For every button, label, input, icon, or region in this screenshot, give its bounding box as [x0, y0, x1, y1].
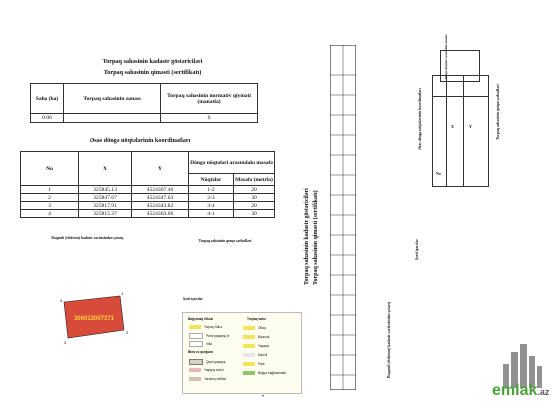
- caption-map: Rəqəmli (elektron) kadastr xəritəsindən çıxarış: [51, 236, 124, 240]
- signs-label: Şərti işarələr: [183, 297, 203, 301]
- legend-item: Qeyri-yaşayış: [189, 359, 225, 365]
- cell-x: 325817.91: [79, 202, 132, 210]
- col-no: No: [21, 152, 79, 186]
- area-value: 0.06: [31, 114, 64, 123]
- rot-points-table: [440, 34, 480, 82]
- legend-item: Yaşayış evləri: [189, 368, 224, 372]
- legend-item: Torpaq Sahə: [189, 325, 222, 329]
- legend-item: Villa: [189, 341, 212, 347]
- cell-no: 3: [21, 202, 79, 210]
- corner-label: 1: [121, 291, 124, 296]
- grid-lines: [330, 45, 356, 390]
- legend-item: Biçənək: [243, 335, 269, 339]
- legend-item: Mənzil: [243, 353, 267, 357]
- rot-points-heading: Döngə nöqtələri arasındakı məsafə: [444, 34, 448, 79]
- col-distance: Məsafə (metrlə): [234, 174, 275, 186]
- rot-signs: Şərti işarələr: [415, 239, 419, 260]
- rot-col-no: No: [436, 171, 441, 176]
- corner-label: 2: [126, 330, 129, 335]
- cell-distance: 30: [234, 194, 275, 202]
- cell-points: 2-3: [189, 194, 234, 202]
- legend-item: Otlaq: [243, 326, 266, 330]
- cell-distance: 30: [234, 210, 275, 218]
- legend-col2-title: Torpaq sahə: [247, 317, 266, 321]
- price-value: 0: [161, 114, 258, 123]
- cell-y: 4524363.66: [132, 210, 189, 218]
- rot-title-1: Torpaq sahəsinin kadastr göstəriciləri: [304, 188, 310, 285]
- legend-box: [182, 312, 302, 394]
- table-row: [21, 202, 275, 210]
- watermark-brand: emlak: [492, 382, 538, 399]
- rot-col-y: Y: [469, 124, 472, 129]
- cell-points: 4-1: [189, 210, 234, 218]
- heading-certificate: Torpaq sahəsinin qiməsti (sertifikatı): [103, 69, 202, 76]
- rot-col-x: X: [451, 124, 454, 129]
- cell-points: 1-2: [189, 186, 234, 194]
- table-row: [21, 186, 275, 194]
- col-points: Nöqtələr: [189, 174, 234, 186]
- caption-neighbors: Torpaq sahəsinin qonşu sərhədləri: [198, 239, 252, 243]
- cell-points: 3-4: [189, 202, 234, 210]
- legend-item: Yaşayış: [243, 344, 269, 348]
- legend-item: Park: [243, 362, 265, 366]
- col-price: Torpaq sahəsinin normativ qiyməti (manatla): [161, 84, 258, 114]
- cell-distance: 20: [234, 202, 275, 210]
- parcel-map: [50, 290, 140, 350]
- cell-y: 4524367.46: [132, 186, 189, 194]
- vertical-form-grid: [330, 45, 356, 390]
- legend-col1-title: Bağçımaq ölkəsi: [188, 317, 214, 321]
- table-row: [21, 210, 275, 218]
- cell-x: 325845.13: [79, 186, 132, 194]
- watermark-logo: [492, 382, 549, 400]
- col-distance-group: Döngə nöqtələri arasındakı məsafə: [189, 152, 275, 174]
- rot-coords-heading: Əsas döngə nöqtələrinin koordinatları: [418, 88, 422, 150]
- rot-coords-table: [432, 75, 489, 187]
- parcel-code: 306013007371: [73, 316, 115, 322]
- legend-item: Bağça bağlanmaları: [243, 371, 286, 375]
- cell-y: 4524347.63: [132, 194, 189, 202]
- col-y: Y: [132, 152, 189, 186]
- legend-item: Yardımçı tikililər: [189, 377, 226, 381]
- col-zone: Torpaq sahəsinin zonası: [64, 84, 161, 114]
- col-x: X: [79, 152, 132, 186]
- col-area: Sahə (ha): [31, 84, 64, 114]
- legend-item: Pardi yaşayışı.in: [189, 333, 229, 339]
- rot-neighbors: Torpaq sahəsinin qonşu sərhədləri: [496, 84, 500, 140]
- table-row: [21, 194, 275, 202]
- cell-distance: 20: [234, 186, 275, 194]
- zone-value: [64, 114, 161, 123]
- heading-coordinates: Əsas döngə nöqtələrinin koordinatları: [89, 137, 191, 144]
- corner-label: 3: [64, 340, 67, 345]
- cell-x: 325815.37: [79, 210, 132, 218]
- coordinates-table: [20, 151, 275, 218]
- dot-mark: •: [262, 394, 265, 400]
- rot-map-caption: Rəqəmli (elektron) kadastr xəritəsindən çıxarış: [387, 301, 391, 378]
- cell-x: 325847.67: [79, 194, 132, 202]
- cell-no: 4: [21, 210, 79, 218]
- cell-no: 2: [21, 194, 79, 202]
- area-table: [30, 83, 258, 123]
- cell-no: 1: [21, 186, 79, 194]
- watermark-tld: .az: [537, 387, 550, 397]
- legend-col1-sub: Bina və qurğular: [188, 350, 214, 354]
- cell-y: 4524343.82: [132, 202, 189, 210]
- heading-kadastr: Torpaq sahəsinin kadastr göstəriciləri: [102, 58, 203, 65]
- rot-title-2: Torpaq sahəsinin qiməsti (sertifikatı): [313, 190, 319, 285]
- corner-label: 4: [60, 298, 63, 303]
